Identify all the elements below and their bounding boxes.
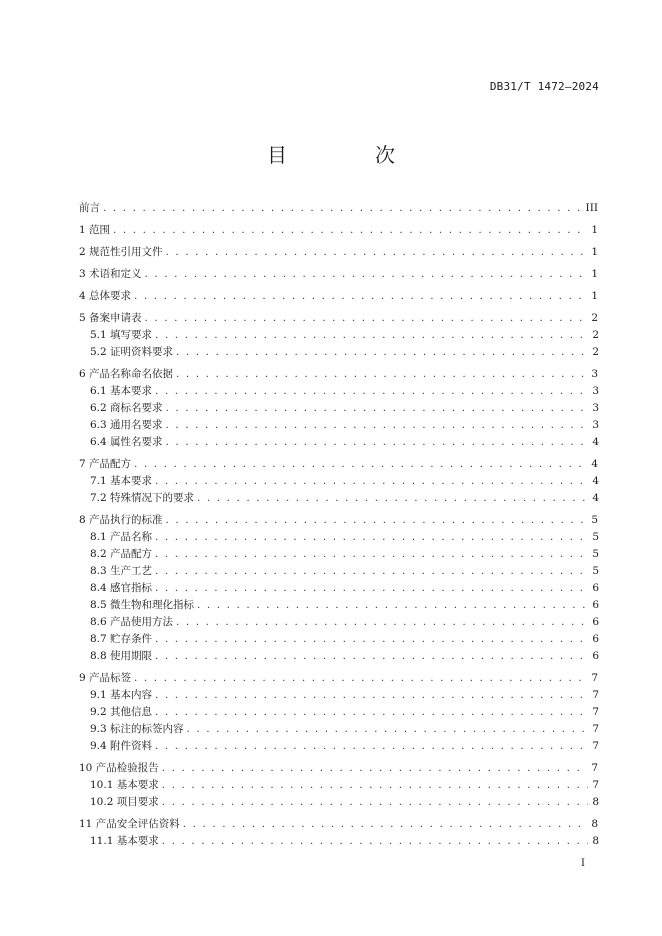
toc-leader-dots bbox=[134, 456, 587, 473]
toc-leader-dots bbox=[176, 366, 587, 383]
toc-entry[interactable] bbox=[79, 597, 599, 614]
toc-entry[interactable] bbox=[79, 383, 599, 400]
toc-entry[interactable] bbox=[79, 200, 599, 217]
toc-leader-dots bbox=[166, 244, 588, 261]
toc-entry-page: 2 bbox=[591, 312, 598, 324]
toc-entry-label: 7.1 基本要求 bbox=[90, 475, 153, 487]
toc-leader-dots bbox=[166, 434, 589, 451]
toc-entry-label: 6.3 通用名要求 bbox=[90, 419, 163, 431]
toc-entry-page: 7 bbox=[592, 723, 599, 735]
toc-entry-label: 8.6 产品使用方法 bbox=[90, 616, 174, 628]
toc-entry[interactable] bbox=[79, 648, 599, 665]
toc-entry-page: 3 bbox=[592, 402, 599, 414]
toc-entry[interactable] bbox=[79, 631, 599, 648]
toc-entry-label: 7 产品配方 bbox=[79, 458, 132, 470]
toc-entry-page: 4 bbox=[591, 458, 598, 470]
toc-entry[interactable] bbox=[79, 546, 599, 563]
toc-entry-page: 3 bbox=[592, 419, 599, 431]
toc-entry[interactable] bbox=[79, 512, 599, 529]
toc-leader-dots bbox=[187, 721, 589, 738]
toc-leader-dots bbox=[155, 383, 588, 400]
toc-entry-page: 5 bbox=[592, 531, 599, 543]
toc-entry-page: 2 bbox=[592, 346, 599, 358]
toc-entry[interactable] bbox=[79, 580, 599, 597]
toc-entry[interactable] bbox=[79, 816, 599, 833]
toc-leader-dots bbox=[176, 344, 588, 361]
toc-leader-dots bbox=[197, 490, 588, 507]
toc-leader-dots bbox=[155, 529, 588, 546]
toc-leader-dots bbox=[166, 417, 589, 434]
toc-leader-dots bbox=[155, 546, 588, 563]
toc-leader-dots bbox=[113, 222, 587, 239]
toc-entry-page: 7 bbox=[592, 706, 599, 718]
toc-leader-dots bbox=[155, 563, 588, 580]
toc-entry[interactable] bbox=[79, 327, 599, 344]
toc-leader-dots bbox=[155, 580, 588, 597]
toc-entry-page: 6 bbox=[592, 650, 599, 662]
toc-entry[interactable] bbox=[79, 563, 599, 580]
toc-entry-label: 8.3 生产工艺 bbox=[90, 565, 153, 577]
toc-entry[interactable] bbox=[79, 704, 599, 721]
toc-entry-label: 5 备案申请表 bbox=[79, 312, 142, 324]
toc-leader-dots bbox=[162, 777, 589, 794]
toc-entry[interactable] bbox=[79, 490, 599, 507]
toc-entry-page: 3 bbox=[591, 368, 598, 380]
toc-entry-label: 8.1 产品名称 bbox=[90, 531, 153, 543]
toc-leader-dots bbox=[183, 816, 588, 833]
toc-entry-page: 8 bbox=[592, 796, 599, 808]
toc-entry-page: 4 bbox=[592, 492, 599, 504]
toc-entry-page: 7 bbox=[592, 779, 599, 791]
toc-entry-label: 6 产品名称命名依据 bbox=[79, 368, 174, 380]
toc-entry-page: 1 bbox=[591, 290, 598, 302]
toc-entry[interactable] bbox=[79, 266, 599, 283]
toc-entry[interactable] bbox=[79, 288, 599, 305]
toc-entry-label: 1 范围 bbox=[79, 224, 111, 236]
toc-entry-page: III bbox=[585, 202, 598, 214]
toc-entry[interactable] bbox=[79, 738, 599, 755]
page-title: 目 次 bbox=[267, 143, 429, 167]
toc-leader-dots bbox=[155, 738, 588, 755]
toc-leader-dots bbox=[162, 833, 589, 850]
toc-entry-page: 8 bbox=[591, 818, 598, 830]
toc-entry-label: 10 产品检验报告 bbox=[79, 762, 159, 774]
toc-entry-page: 4 bbox=[592, 475, 599, 487]
toc-entry[interactable] bbox=[79, 721, 599, 738]
toc-leader-dots bbox=[166, 400, 589, 417]
toc-entry[interactable] bbox=[79, 529, 599, 546]
toc-entry-page: 7 bbox=[591, 672, 598, 684]
toc-entry[interactable] bbox=[79, 760, 599, 777]
toc-entry[interactable] bbox=[79, 400, 599, 417]
toc-entry[interactable] bbox=[79, 833, 599, 850]
toc-leader-dots bbox=[103, 200, 582, 217]
toc-entry-label: 前言 bbox=[79, 202, 100, 214]
toc-entry[interactable] bbox=[79, 244, 599, 261]
toc-leader-dots bbox=[155, 631, 588, 648]
toc-entry-label: 6.1 基本要求 bbox=[90, 385, 153, 397]
toc-leader-dots bbox=[145, 310, 588, 327]
toc-entry-page: 5 bbox=[592, 565, 599, 577]
toc-leader-dots bbox=[134, 288, 587, 305]
toc-leader-dots bbox=[176, 614, 588, 631]
toc-entry[interactable] bbox=[79, 670, 599, 687]
toc-entry-page: 6 bbox=[592, 582, 599, 594]
toc-entry-page: 5 bbox=[591, 514, 598, 526]
toc-entry-page: 5 bbox=[592, 548, 599, 560]
toc-leader-dots bbox=[155, 704, 588, 721]
toc-leader-dots bbox=[197, 597, 588, 614]
toc-entry[interactable] bbox=[79, 366, 599, 383]
toc-entry[interactable] bbox=[79, 614, 599, 631]
toc-entry-label: 8 产品执行的标准 bbox=[79, 514, 163, 526]
toc-entry[interactable] bbox=[79, 687, 599, 704]
toc-leader-dots bbox=[145, 266, 588, 283]
toc-leader-dots bbox=[155, 327, 588, 344]
toc-leader-dots bbox=[155, 648, 588, 665]
toc-entry[interactable] bbox=[79, 456, 599, 473]
toc-entry-label: 9.4 附件资料 bbox=[90, 740, 153, 752]
toc-entry[interactable] bbox=[79, 434, 599, 451]
toc-entry-label: 3 术语和定义 bbox=[79, 268, 142, 280]
toc-entry-label: 8.4 感官指标 bbox=[90, 582, 153, 594]
toc-entry-label: 9.1 基本内容 bbox=[90, 689, 153, 701]
toc-entry-page: 8 bbox=[592, 835, 599, 847]
toc-leader-dots bbox=[162, 760, 588, 777]
toc-entry-label: 5.2 证明资料要求 bbox=[90, 346, 174, 358]
toc-leader-dots bbox=[155, 473, 588, 490]
toc-entry-label: 8.7 贮存条件 bbox=[90, 633, 153, 645]
toc-entry-page: 7 bbox=[592, 689, 599, 701]
toc-entry-page: 1 bbox=[591, 224, 598, 236]
toc-entry-page: 7 bbox=[591, 762, 598, 774]
document-number: DB31/T 1472—2024 bbox=[489, 80, 599, 93]
toc-entry-label: 9.3 标注的标签内容 bbox=[90, 723, 184, 735]
toc-entry-page: 2 bbox=[592, 329, 599, 341]
table-of-contents bbox=[79, 200, 599, 850]
page-number: I bbox=[581, 858, 585, 869]
toc-entry-label: 6.2 商标名要求 bbox=[90, 402, 163, 414]
toc-entry-page: 4 bbox=[592, 436, 599, 448]
toc-entry[interactable] bbox=[79, 310, 599, 327]
toc-entry[interactable] bbox=[79, 777, 599, 794]
toc-entry-label: 9 产品标签 bbox=[79, 672, 132, 684]
toc-entry-page: 6 bbox=[592, 599, 599, 611]
toc-entry-label: 10.2 项目要求 bbox=[90, 796, 159, 808]
toc-entry[interactable] bbox=[79, 417, 599, 434]
toc-entry[interactable] bbox=[79, 222, 599, 239]
toc-entry-page: 1 bbox=[591, 246, 598, 258]
toc-entry[interactable] bbox=[79, 794, 599, 811]
toc-leader-dots bbox=[166, 512, 588, 529]
toc-entry-label: 9.2 其他信息 bbox=[90, 706, 153, 718]
toc-entry-page: 7 bbox=[592, 740, 599, 752]
toc-entry-label: 8.2 产品配方 bbox=[90, 548, 153, 560]
toc-entry-label: 7.2 特殊情况下的要求 bbox=[90, 492, 195, 504]
toc-entry-label: 6.4 属性名要求 bbox=[90, 436, 163, 448]
toc-entry-label: 10.1 基本要求 bbox=[90, 779, 159, 791]
toc-entry[interactable] bbox=[79, 473, 599, 490]
toc-entry-page: 3 bbox=[592, 385, 599, 397]
toc-entry-page: 1 bbox=[591, 268, 598, 280]
toc-leader-dots bbox=[134, 670, 587, 687]
toc-entry-label: 8.5 微生物和理化指标 bbox=[90, 599, 195, 611]
toc-entry-page: 6 bbox=[592, 633, 599, 645]
toc-entry-label: 11 产品安全评估资料 bbox=[79, 818, 180, 830]
toc-leader-dots bbox=[162, 794, 589, 811]
toc-entry-label: 4 总体要求 bbox=[79, 290, 132, 302]
toc-entry-label: 11.1 基本要求 bbox=[90, 835, 159, 847]
toc-entry[interactable] bbox=[79, 344, 599, 361]
toc-entry-label: 2 规范性引用文件 bbox=[79, 246, 163, 258]
toc-leader-dots bbox=[155, 687, 588, 704]
toc-entry-label: 8.8 使用期限 bbox=[90, 650, 153, 662]
toc-entry-page: 6 bbox=[592, 616, 599, 628]
toc-entry-label: 5.1 填写要求 bbox=[90, 329, 153, 341]
